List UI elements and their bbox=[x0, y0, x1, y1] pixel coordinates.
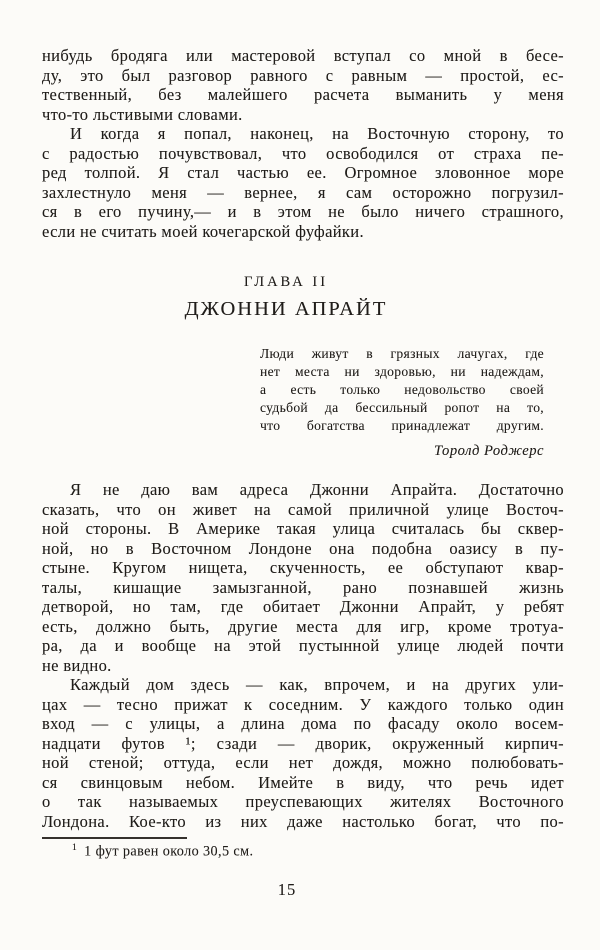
text-line: что-то льстивыми словами. bbox=[42, 104, 243, 124]
text-line: ся в его пучину,— и в этом не было ничего страшного, bbox=[42, 202, 564, 221]
text-line: сказать, что он живет на самой приличной улице Восточ- bbox=[42, 499, 564, 519]
epigraph-text bbox=[260, 345, 544, 435]
chapter-heading bbox=[25, 274, 547, 321]
paragraph bbox=[42, 675, 564, 831]
footnote bbox=[42, 843, 564, 861]
text-line: тественный, без малейшего расчета выманить у меня bbox=[42, 85, 564, 104]
footnote-divider bbox=[42, 837, 187, 839]
paragraph bbox=[260, 345, 544, 435]
text-line: Лондона. Кое-кто из них даже настолько богат, что по- bbox=[42, 811, 564, 831]
epigraph bbox=[260, 345, 544, 460]
text-line: если не считать моей кочегарской фуфайки. bbox=[42, 221, 364, 241]
paragraph bbox=[42, 46, 564, 124]
text-line: ду, это был разговор равного с равным — простой, ес- bbox=[42, 65, 564, 85]
body-text-top bbox=[42, 46, 564, 241]
footnote-text: 1 фут равен около 30,5 см. bbox=[84, 843, 254, 860]
text-line: ной, но в Восточном Лондоне она подобна оазису в пу- bbox=[42, 538, 564, 558]
text-line: а есть только недовольство своей bbox=[260, 382, 544, 397]
text-line: что богатства принадлежат другим. bbox=[260, 418, 544, 433]
footnote-marker: 1 bbox=[72, 843, 78, 853]
epigraph-attribution: Торолд Роджерс bbox=[433, 443, 544, 459]
body-text-main bbox=[42, 480, 564, 831]
text-line: ной стороны. В Америке такая улица считалась бы сквер- bbox=[42, 519, 564, 538]
text-line: нет места ни здоровью, ни надеждам, bbox=[260, 364, 544, 379]
text-line: вход — с улицы, а длина дома по фасаду около восем- bbox=[42, 714, 564, 733]
page-number: 15 bbox=[277, 880, 297, 899]
text-line: не видно. bbox=[42, 655, 112, 675]
text-line: с радостью почувствовал, что освободился от страха пе- bbox=[42, 143, 564, 163]
text-line: ся свинцовым небом. Имейте в виду, что речь идет bbox=[42, 772, 564, 792]
text-line: нибудь бродяга или мастеровой вступал со мной в бесе- bbox=[42, 46, 564, 65]
text-line: И когда я попал, наконец, на Восточную сторону, то bbox=[70, 124, 564, 143]
text-line: детворой, но там, где обитает Джонни Апрайт, у ребят bbox=[42, 597, 564, 616]
text-line: талы, кишащие замызганной, рано познавшей жизнь bbox=[42, 577, 564, 597]
text-line: Каждый дом здесь — как, впрочем, и на других ули- bbox=[70, 675, 564, 694]
text-line: цах — тесно прижат к соседним. У каждого только один bbox=[42, 694, 564, 714]
text-line: стыне. Кругом нищета, скученность, ее обступают квар- bbox=[42, 558, 564, 577]
text-line: о так называемых преуспевающих жителях Восточного bbox=[42, 792, 564, 811]
chapter-number: ГЛАВА II bbox=[243, 274, 329, 290]
text-line: надцати футов ¹; сзади — дворик, окруженный кирпич- bbox=[42, 733, 564, 753]
paragraph bbox=[42, 124, 564, 241]
text-line: захлестнуло меня — вернее, я сам осторожно погрузил- bbox=[42, 182, 564, 202]
text-line: ра, да и вообще на этой пустынной улице людей почти bbox=[42, 636, 564, 655]
text-line: ред толпой. Я стал частью ее. Огромное зловонное море bbox=[42, 163, 564, 182]
chapter-title: ДЖОННИ АПРАЙТ bbox=[184, 298, 388, 320]
paragraph bbox=[42, 480, 564, 675]
text-line: Люди живут в грязных лачугах, где bbox=[260, 346, 544, 361]
text-line: судьбой да бессильный ропот на то, bbox=[260, 400, 544, 415]
text-line: Я не даю вам адреса Джонни Апрайта. Достаточно bbox=[70, 480, 564, 499]
text-line: есть, должно быть, другие места для игр, кроме тротуа- bbox=[42, 616, 564, 636]
text-line: ной стеной; оттуда, если нет дождя, можно полюбовать- bbox=[42, 753, 564, 772]
